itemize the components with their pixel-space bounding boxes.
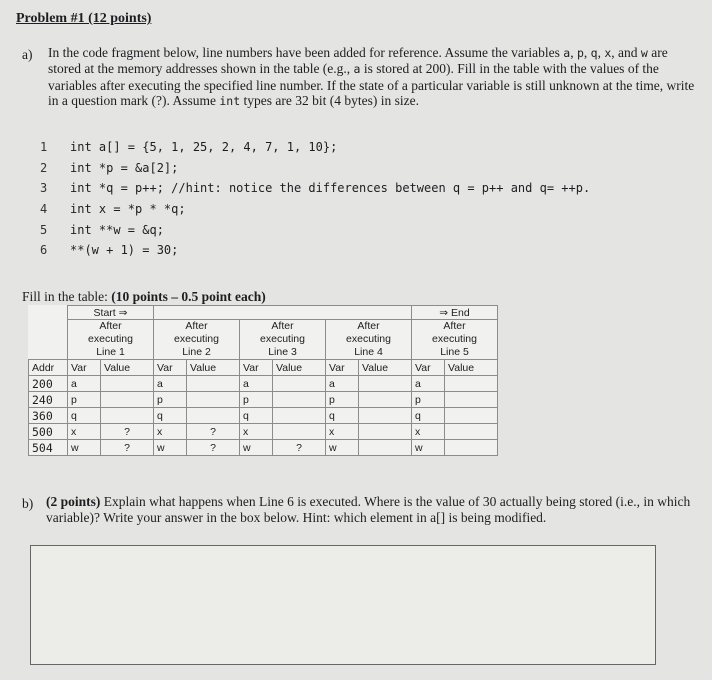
- line-number: 6: [40, 243, 48, 258]
- value-cell[interactable]: [187, 376, 240, 392]
- value-header: Value: [273, 360, 326, 376]
- value-cell[interactable]: [445, 424, 498, 440]
- part-a-label: a): [22, 47, 33, 62]
- memory-table: [28, 305, 498, 456]
- addr-cell: 500: [29, 424, 68, 440]
- value-cell[interactable]: [101, 392, 154, 408]
- var-cell: a: [154, 376, 187, 392]
- line-number: 2: [40, 160, 48, 175]
- value-cell[interactable]: [273, 376, 326, 392]
- value-cell[interactable]: [273, 424, 326, 440]
- value-cell[interactable]: ?: [273, 440, 326, 456]
- addr-cell: 240: [29, 392, 68, 408]
- col-header-line-1: After executing Line 1: [68, 320, 154, 360]
- var-cell: x: [68, 424, 101, 440]
- value-header: Value: [101, 360, 154, 376]
- value-header: Value: [445, 360, 498, 376]
- addr-cell: 360: [29, 408, 68, 424]
- line-number: 4: [40, 202, 48, 217]
- fill-table-label: Fill in the table: (10 points – 0.5 point each): [22, 289, 266, 304]
- var-cell: p: [326, 392, 359, 408]
- end-marker: ⇒ End: [412, 306, 498, 320]
- code-text: int a[] = {5, 1, 25, 2, 4, 7, 1, 10};: [70, 140, 338, 154]
- value-cell[interactable]: [359, 376, 412, 392]
- var-cell: x: [326, 424, 359, 440]
- col-header-line-3: After executing Line 3: [240, 320, 326, 360]
- answer-box[interactable]: [30, 545, 656, 665]
- value-cell[interactable]: [445, 392, 498, 408]
- table-row: [29, 408, 498, 424]
- var-cell: a: [68, 376, 101, 392]
- code-line: [40, 158, 590, 179]
- var-cell: p: [154, 392, 187, 408]
- value-cell[interactable]: [273, 392, 326, 408]
- var-header: Var: [154, 360, 187, 376]
- table-body: [29, 376, 498, 456]
- code-line: [40, 240, 590, 261]
- value-cell[interactable]: ?: [187, 440, 240, 456]
- var-cell: q: [326, 408, 359, 424]
- var-header: Var: [240, 360, 273, 376]
- var-cell: p: [412, 392, 445, 408]
- value-cell[interactable]: [359, 440, 412, 456]
- value-cell[interactable]: ?: [101, 424, 154, 440]
- col-header-line-2: After executing Line 2: [154, 320, 240, 360]
- addr-header: Addr: [29, 360, 68, 376]
- code-line: [40, 199, 590, 220]
- value-cell[interactable]: [273, 408, 326, 424]
- code-text: int *p = &a[2];: [70, 160, 179, 175]
- value-header: Value: [187, 360, 240, 376]
- code-line: [40, 137, 590, 158]
- problem-title: Problem #1 (12 points): [16, 11, 152, 26]
- col-header-line-5: After executing Line 5: [412, 320, 498, 360]
- value-cell[interactable]: [445, 440, 498, 456]
- var-cell: x: [154, 424, 187, 440]
- col-header-line-4: After executing Line 4: [326, 320, 412, 360]
- var-header: Var: [68, 360, 101, 376]
- code-line: [40, 178, 590, 199]
- line-number: 1: [40, 140, 48, 154]
- code-text: int **w = &q;: [70, 222, 164, 237]
- var-cell: p: [68, 392, 101, 408]
- code-fragment: [40, 137, 590, 261]
- value-cell[interactable]: [187, 392, 240, 408]
- value-cell[interactable]: ?: [101, 440, 154, 456]
- var-cell: a: [240, 376, 273, 392]
- var-cell: w: [240, 440, 273, 456]
- value-cell[interactable]: [359, 408, 412, 424]
- value-cell[interactable]: [101, 376, 154, 392]
- var-cell: w: [326, 440, 359, 456]
- code-text: int x = *p * *q;: [70, 202, 186, 217]
- table-row: [29, 376, 498, 392]
- addr-cell: 504: [29, 440, 68, 456]
- table-row: [29, 440, 498, 456]
- part-a-instructions: In the code fragment below, line numbers have been added for reference. Assume the variables a, p, q, x, and w are stored at the memory addresses shown in the table (e.g., a is stored at 200). Fill in the table with the values of the variables after executing the specified line number. If the state of a particular variable is still unknown at the time, write in a question mark (?). Assume int types are 32 bit (4 bytes) in size.: [48, 45, 695, 108]
- var-cell: q: [412, 408, 445, 424]
- code-line: [40, 220, 590, 241]
- table-row: [29, 392, 498, 408]
- var-cell: p: [240, 392, 273, 408]
- var-cell: q: [154, 408, 187, 424]
- var-cell: w: [412, 440, 445, 456]
- var-cell: w: [154, 440, 187, 456]
- var-cell: x: [240, 424, 273, 440]
- var-cell: a: [412, 376, 445, 392]
- var-cell: w: [68, 440, 101, 456]
- start-marker: Start ⇒: [68, 306, 154, 320]
- var-header: Var: [326, 360, 359, 376]
- value-cell[interactable]: [359, 424, 412, 440]
- value-cell[interactable]: [445, 376, 498, 392]
- line-number: 3: [40, 181, 48, 196]
- value-cell[interactable]: ?: [187, 424, 240, 440]
- var-cell: a: [326, 376, 359, 392]
- value-cell[interactable]: [445, 408, 498, 424]
- value-cell[interactable]: [359, 392, 412, 408]
- var-cell: q: [68, 408, 101, 424]
- code-text: **(w + 1) = 30;: [70, 243, 179, 258]
- value-header: Value: [359, 360, 412, 376]
- value-cell[interactable]: [101, 408, 154, 424]
- table-row: [29, 424, 498, 440]
- var-cell: x: [412, 424, 445, 440]
- line-number: 5: [40, 222, 48, 237]
- part-b-question: (2 points) Explain what happens when Line 6 is executed. Where is the value of 30 actually being stored (i.e., in which variable)? Write your answer in the box below. Hint: which element in a[] is being modified.: [46, 494, 691, 525]
- part-b-label: b): [22, 496, 34, 511]
- code-text: int *q = p++; //hint: notice the differences between q = p++ and q= ++p.: [70, 181, 591, 196]
- var-header: Var: [412, 360, 445, 376]
- var-cell: q: [240, 408, 273, 424]
- value-cell[interactable]: [187, 408, 240, 424]
- addr-cell: 200: [29, 376, 68, 392]
